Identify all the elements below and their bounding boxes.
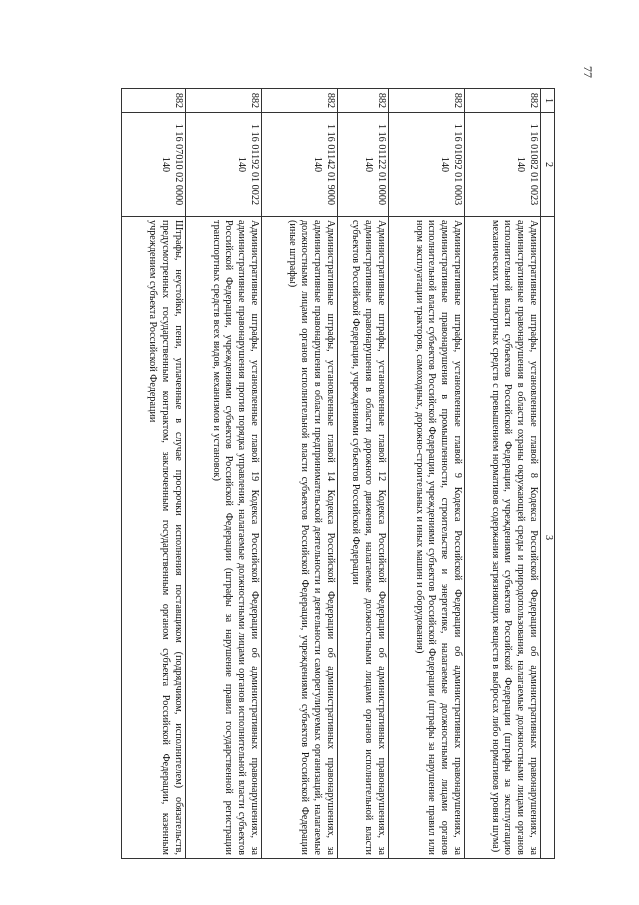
revenue-codes-table xyxy=(121,88,555,859)
description-cell: Административные штрафы, установленные главой 19 Кодекса Российской Федерации об административных правонарушениях, за административные правонарушения против порядка управления, налагаемые должностными лицами органов исполнительной власти субъектов Российской Федерации, учреждениями субъектов Российской Федерации (штрафы за нарушение правил государственной регистрации транспортных средств всех видов, механизмов и установок) xyxy=(186,217,262,859)
admin-code-cell: 882 xyxy=(389,89,465,113)
rotated-table-container xyxy=(93,88,555,858)
table-row xyxy=(389,89,465,859)
admin-code-cell: 882 xyxy=(465,89,541,113)
budget-code-cell: 1 16 01142 01 9000 140 xyxy=(262,113,338,217)
column-header: 1 xyxy=(541,89,555,113)
table-row xyxy=(122,89,186,859)
description-cell: Административные штрафы, установленные главой 9 Кодекса Российской Федерации об административных правонарушениях, за административные правонарушения в промышленности, строительстве и энергетике, налагаемые должностными лицами органов исполнительной власти субъектов Российской Федерации, учреждениями субъектов Российской Федерации (штрафы за нарушение правил или норм эксплуатации тракторов, самоходных, дорожно-строительных и иных машин и оборудования) xyxy=(389,217,465,859)
admin-code-cell: 882 xyxy=(338,89,389,113)
page-number: 77 xyxy=(581,66,595,78)
table-header-row xyxy=(541,89,555,859)
table-row xyxy=(262,89,338,859)
table-row xyxy=(338,89,389,859)
column-header: 2 xyxy=(541,113,555,217)
description-cell: Штрафы, неустойки, пени, уплаченные в случае просрочки исполнения поставщиком (подрядчиком, исполнителем) обязательств, предусмотренных государственным контрактом, заключенным государственным органом субъекта Российской Федерации, казенным учреждением субъекта Российской Федерации xyxy=(122,217,186,859)
budget-code-cell: 1 16 01082 01 0023 140 xyxy=(465,113,541,217)
budget-code-cell: 1 16 07010 02 0000 140 xyxy=(122,113,186,217)
description-cell: Административные штрафы, установленные главой 8 Кодекса Российской Федерации об административных правонарушениях, за административные правонарушения в области охраны окружающей среды и природопользования, налагаемые должностными лицами органов исполнительной власти субъектов Российской Федерации, учреждениями субъектов Российской Федерации (штрафы за эксплуатацию механических транспортных средств с превышением нормативов содержания загрязняющих веществ в выбросах либо нормативов уровня шума) xyxy=(465,217,541,859)
table-row xyxy=(186,89,262,859)
description-cell: Административные штрафы, установленные главой 14 Кодекса Российской Федерации об административных правонарушениях, за административные правонарушения в области предпринимательской деятельности и деятельности саморегулируемых организаций, налагаемые должностными лицами органов исполнительной власти субъектов Российской Федерации, учреждениями субъектов Российской Федерации (иные штрафы) xyxy=(262,217,338,859)
budget-code-cell: 1 16 01192 01 0022 140 xyxy=(186,113,262,217)
admin-code-cell: 882 xyxy=(122,89,186,113)
description-cell: Административные штрафы, установленные главой 12 Кодекса Российской Федерации об административных правонарушениях, за административные правонарушения в области дорожного движения, налагаемые должностными лицами органов исполнительной власти субъектов Российской Федерации, учреждениями субъектов Российской Федерации xyxy=(338,217,389,859)
table-row xyxy=(465,89,541,859)
column-header: 3 xyxy=(541,217,555,859)
admin-code-cell: 882 xyxy=(262,89,338,113)
budget-code-cell: 1 16 01122 01 0000 140 xyxy=(338,113,389,217)
admin-code-cell: 882 xyxy=(186,89,262,113)
budget-code-cell: 1 16 01092 01 0003 140 xyxy=(389,113,465,217)
